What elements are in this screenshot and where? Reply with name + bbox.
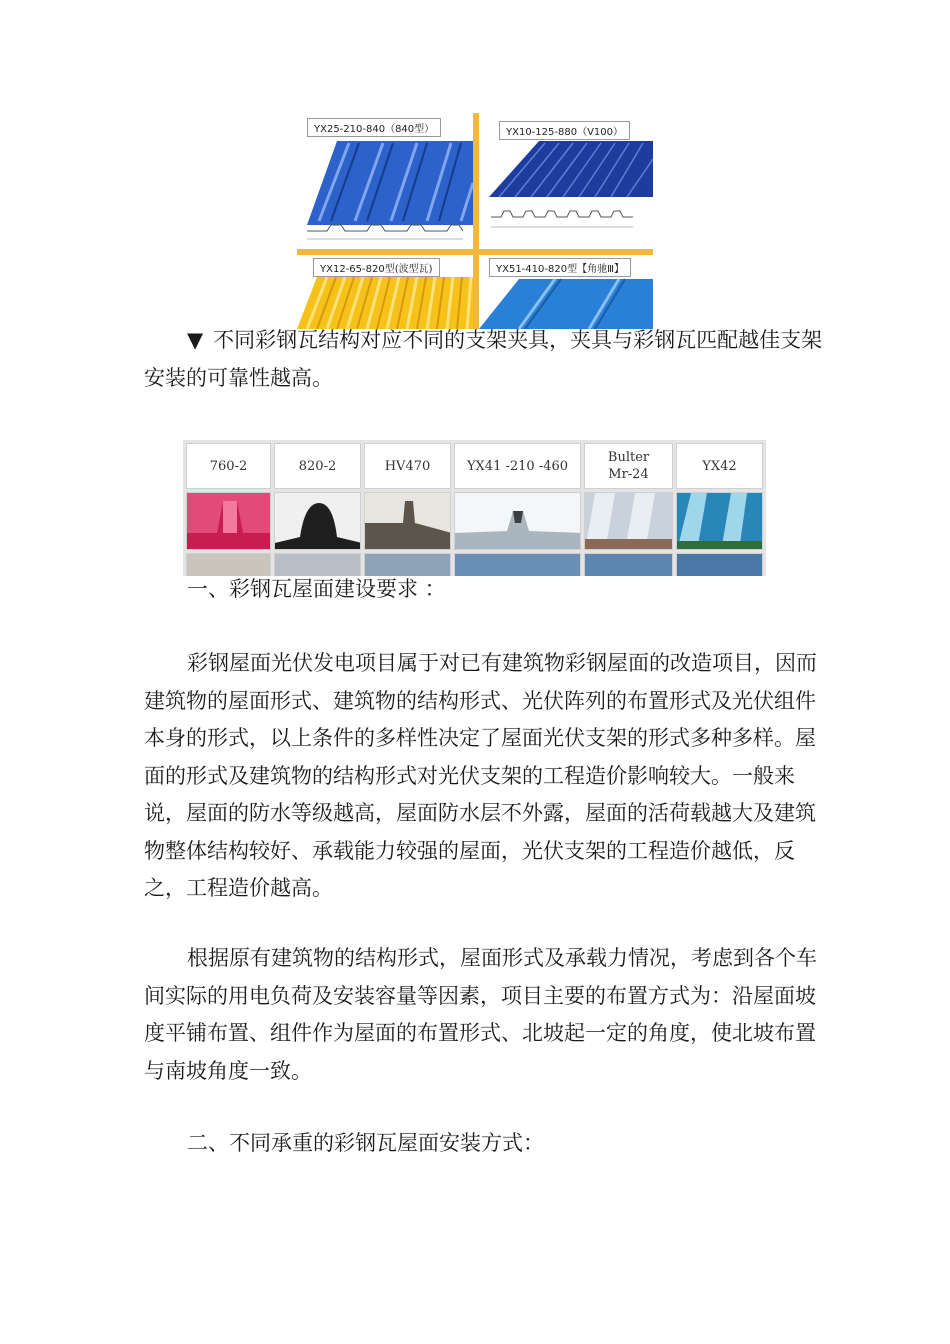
paragraph-2: 根据原有建筑物的结构形式，屋面形式及承载力情况，考虑到各个车间实际的用电负荷及安装容量等因素，项目主要的布置方式为：沿屋面坡度平铺布置、组件作为屋面的布置形式、北坡起一定的角度，使北坡布置与南坡角度一致。 [144, 946, 817, 1083]
down-triangle-icon: ▼ [187, 328, 204, 352]
profile-header-bulter: Bulter Mr-24 [584, 443, 673, 489]
section-heading-1: 一、彩钢瓦屋面建设要求 ： [187, 577, 446, 601]
tile-yx10-panel [479, 113, 653, 249]
caption-yx10: YX10-125-880（V100） [499, 121, 630, 140]
tile-yx25-panel [297, 113, 473, 249]
section-heading-2: 二、不同承重的彩钢瓦屋面安装方式： [187, 1131, 544, 1155]
profile-photo-820 [274, 492, 361, 550]
profile-photo-yx41 [454, 492, 581, 550]
tile-yx51-panel [479, 255, 653, 329]
figure-caption-text: 不同彩钢瓦结构对应不同的支架夹具，夹具与彩钢瓦匹配越佳支架安装的可靠性越高。 [144, 328, 823, 390]
profile-header-hv470: HV470 [364, 443, 451, 489]
profile-header-820: 820-2 [274, 443, 361, 489]
profile-header-yx41: YX41 -210 -460 [454, 443, 581, 489]
profile-photo-760 [186, 492, 271, 550]
profile-photo-bulter [584, 492, 673, 550]
caption-yx25: YX25-210-840（840型） [307, 118, 441, 137]
steel-tile-types-image [297, 113, 653, 329]
caption-yx12: YX12-65-820型(波型瓦) [313, 258, 440, 277]
tile-profile-table-image [183, 440, 766, 576]
profile-header-760: 760-2 [186, 443, 271, 489]
profile-photo-yx42 [676, 492, 763, 550]
caption-yx51: YX51-410-820型【角驰Ⅲ】 [489, 258, 631, 277]
tile-yx12-panel [297, 255, 473, 329]
profile-photo-hv470 [364, 492, 451, 550]
paragraph-1: 彩钢屋面光伏发电项目属于对已有建筑物彩钢屋面的改造项目，因而建筑物的屋面形式、建筑物的结构形式、光伏阵列的布置形式及光伏组件本身的形式，以上条件的多样性决定了屋面光伏支架的形式多种多样。屋面的形式及建筑物的结构形式对光伏支架的工程造价影响较大。一般来说，屋面的防水等级越高，屋面防水层不外露，屋面的活荷载越大及建筑物整体结构较好、承载能力较强的屋面，光伏支架的工程造价越低，反之，工程造价越高。 [144, 651, 817, 900]
profile-header-yx42: YX42 [676, 443, 763, 489]
figure-caption [144, 322, 834, 397]
